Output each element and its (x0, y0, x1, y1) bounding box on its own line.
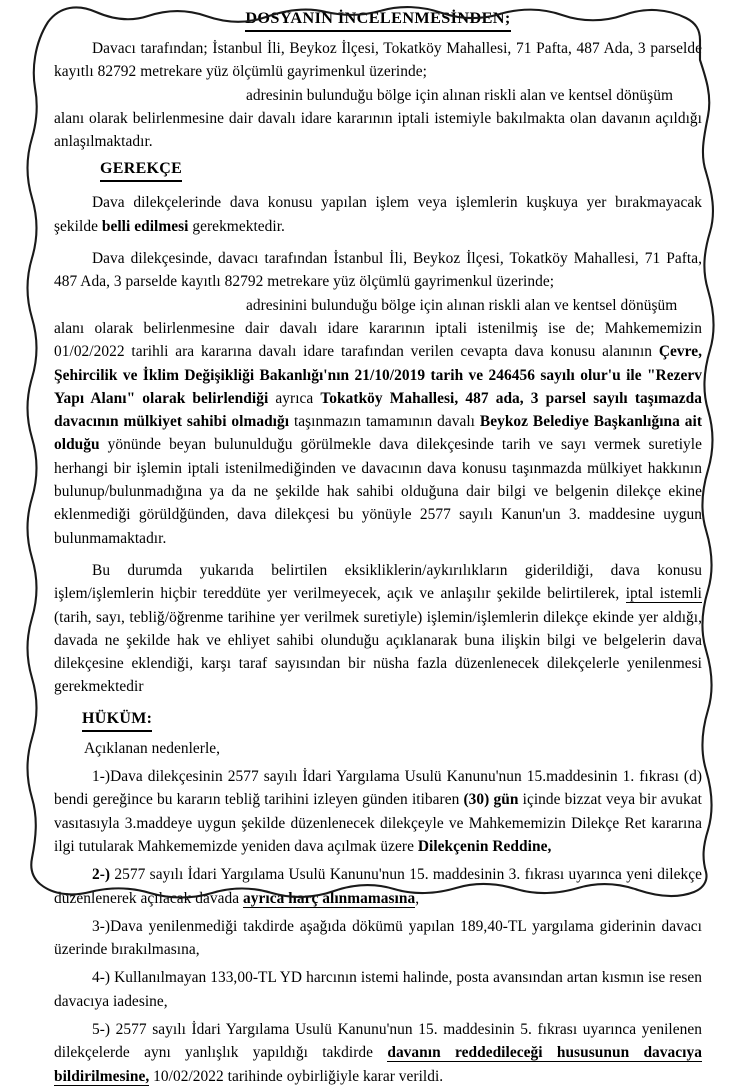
paragraph-text: adresinin bulunduğu bölge için alınan riskli alan ve kentsel dönüşüm (246, 86, 673, 104)
emphasis-30-gun: (30) gün (463, 791, 519, 809)
paragraph-address-line-1 (54, 84, 702, 107)
emphasis-davanin-reddedilecegi: davanın reddedileceği hususunun davacıya bildirilmesine, (54, 1044, 702, 1085)
heading-text: HÜKÜM: (82, 708, 152, 732)
paragraph-text: yönünde beyan bulunulduğu görülmekle dava dilekçesinde tarih ve sayı vermek suretiyle herhangi bir işlemin iptali istenilmediğinden ve davacının dava konusu taşınmazda mülkiyet hakkının bulunup/bulunmadığına ya da ne şekilde hak sahibi olduğuna dair bilgi ve belgenin dilekçe ekine eklenmediği görüldğünden, dava dilekçesi bu yönüyle 2577 sayılı Kanun'un 3. maddesine uygun bulunmamaktadır. (54, 436, 702, 547)
paragraph-text: Dava dilekçesinde, davacı tarafından İstanbul İli, Beykoz İlçesi, Tokatköy Mahallesi, 71 Pafta, 487 Ada, 3 parselde kayıtlı 82792 metrekare yüz ölçümlü gayrimenkul üzerinde; (54, 250, 702, 291)
emphasis-beykoz-belediye: Beykoz Belediye Başkanlığına ait olduğu (54, 413, 702, 454)
paragraph-text: 5-) 2577 sayılı İdari Yargılama Usulü Kanunu'nun 15. maddesinin 5. fıkrası uyarınca yenilenen dilekçelerde aynı yanlışlık yapıldığı takdirde (54, 1020, 702, 1062)
paragraph-hukum-item-5 (54, 1018, 702, 1088)
paragraph-gerekce-1 (54, 191, 702, 238)
paragraph-text: Bu durumda yukarıda belirtilen eksikliklerin/aykırılıkların giderildiği, dava konusu işlem/işlemlerin hiçbir tereddüte yer verilmeyecek, açık ve anlaşılır şekilde belirtilerek, (54, 561, 702, 603)
paragraph-text: adresinini bulunduğu bölge için alınan riskli alan ve kentsel dönüşüm (246, 296, 678, 314)
paragraph-text: 4-) Kullanılmayan 133,00-TL YD harcının istemi halinde, posta avansından artan kısmın ise resen davacıya iadesine, (54, 969, 702, 1010)
paragraph-text: gerekmektedir. (188, 217, 285, 235)
emphasis-ayrica-harc-alinmamasina: ayrıca harç alınmamasına (243, 889, 416, 907)
paragraph-text: 1-)Dava dilekçesinin 2577 sayılı İdari Yargılama Usulü Kanunu'nun 15.maddesinin 1. fıkrası (d) bendi gereğince bu kararın tebliğ tarihini izleyen günden itibaren (54, 768, 702, 809)
emphasis-dilekcenin-reddine: Dilekçenin Reddine, (417, 837, 552, 855)
paragraph-text: (tarih, sayı, tebliğ/öğrenme tarihine yer verilmek suretiyle) işlemin/işlemlerin dilekçe ekinde yer aldığı, davada ne şekilde hak ve ehliyet sahibi olunduğu açıklanarak buna ilişkin bilgi ve belgelerin dava dilekçesine eklendiği, karşı taraf sayısından bir nüsha fazla düzenlenecek dilekçelerle yenilenmesi gerekmektedir (54, 608, 702, 696)
section-heading-dosyanin-incelenmesinden (54, 8, 702, 32)
paragraph-text: 2577 sayılı İdari Yargılama Usulü Kanunu'nun 15. maddesinin 3. fıkrası uyarınca yeni dilekçe düzenlenerek açılacak davada (54, 866, 702, 907)
heading-text: GEREKÇE (100, 158, 182, 182)
paragraph-text: ayrıca (268, 389, 321, 407)
section-heading-gerekce (54, 158, 702, 182)
paragraph-text: Dava dilekçelerinde dava konusu yapılan işlem veya işlemlerin kuşkuya yer bırakmayacak şekilde (54, 194, 702, 235)
section-heading-hukum (54, 708, 702, 732)
paragraph-intro-1 (54, 37, 702, 84)
paragraph-text: 3-)Dava yenilenmediği takdirde aşağıda dökümü yapılan 189,40-TL yargılama giderinin davacı üzerinde bırakılmasına, (54, 917, 702, 959)
paragraph-gerekce-2a (54, 247, 702, 294)
paragraph-gerekce-2b (54, 317, 702, 550)
paragraph-text: alanı olarak belirlenmesine dair davalı idare kararının iptali istenilmiş ise de; Mahkememizin 01/02/2022 tarihli ara kararına davalı idare tarafından verilen cevapta dava konusu alanının (54, 319, 702, 361)
paragraph-hukum-item-4 (54, 966, 702, 1013)
underline-iptal-istemli: iptal istemli (625, 585, 703, 603)
paragraph-text: içinde bizzat veya bir avukat vasıtasıyla 3.maddeye uygun şekilde düzenlenecek dilekçeyle ve Mahkememizin Dilekçe Ret kararına ilgi tutularak Mahkememizde yeniden dava açılmak üzere (54, 791, 703, 855)
paragraph-hukum-item-2 (54, 863, 702, 910)
paragraph-text: taşınmazın tamamının davalı (289, 413, 480, 431)
paragraph-text: Açıklanan nedenlerle, (84, 739, 221, 757)
emphasis-mulkiyet-sahibi-olmadigi: Tokatköy Mahallesi, 487 ada, 3 parsel sayılı taşımazda davacının mülkiyet sahibi olmadığı (54, 389, 702, 431)
document-text-body (54, 8, 702, 1088)
paragraph-gerekce-3 (54, 559, 702, 699)
paragraph-text: 10/02/2022 tarihinde oybirliğiyle karar verildi. (149, 1067, 444, 1085)
paragraph-hukum-intro (54, 737, 702, 760)
paragraph-intro-2 (54, 107, 702, 154)
emphasis-belli-edilmesi: belli edilmesi (101, 217, 189, 235)
item-number-2: 2-) (92, 866, 111, 884)
paragraph-text: alanı olarak belirlenmesine dair davalı idare kararının iptali istemiyle bakılmakta olan davanın açıldığı anlaşılmaktadır. (54, 109, 702, 151)
emphasis-rezerv-yapi-alani: Çevre, Şehircilik ve İklim Değişikliği Bakanlığı'nın 21/10/2019 tarih ve 246456 sayılı olur'u ile "Rezerv Yapı Alanı" olarak belirlendiği (54, 343, 702, 407)
paragraph-address-line-2 (54, 294, 702, 317)
paragraph-text: , (415, 889, 420, 907)
paragraph-hukum-item-1 (54, 765, 702, 858)
paragraph-hukum-item-3 (54, 915, 702, 962)
heading-text: DOSYANIN İNCELENMESİNDEN; (245, 8, 510, 32)
paragraph-text: Davacı tarafından; İstanbul İli, Beykoz İlçesi, Tokatköy Mahallesi, 71 Pafta, 487 Ada, 3 parselde kayıtlı 82792 metrekare yüz ölçümlü gayrimenkul üzerinde; (54, 40, 702, 81)
